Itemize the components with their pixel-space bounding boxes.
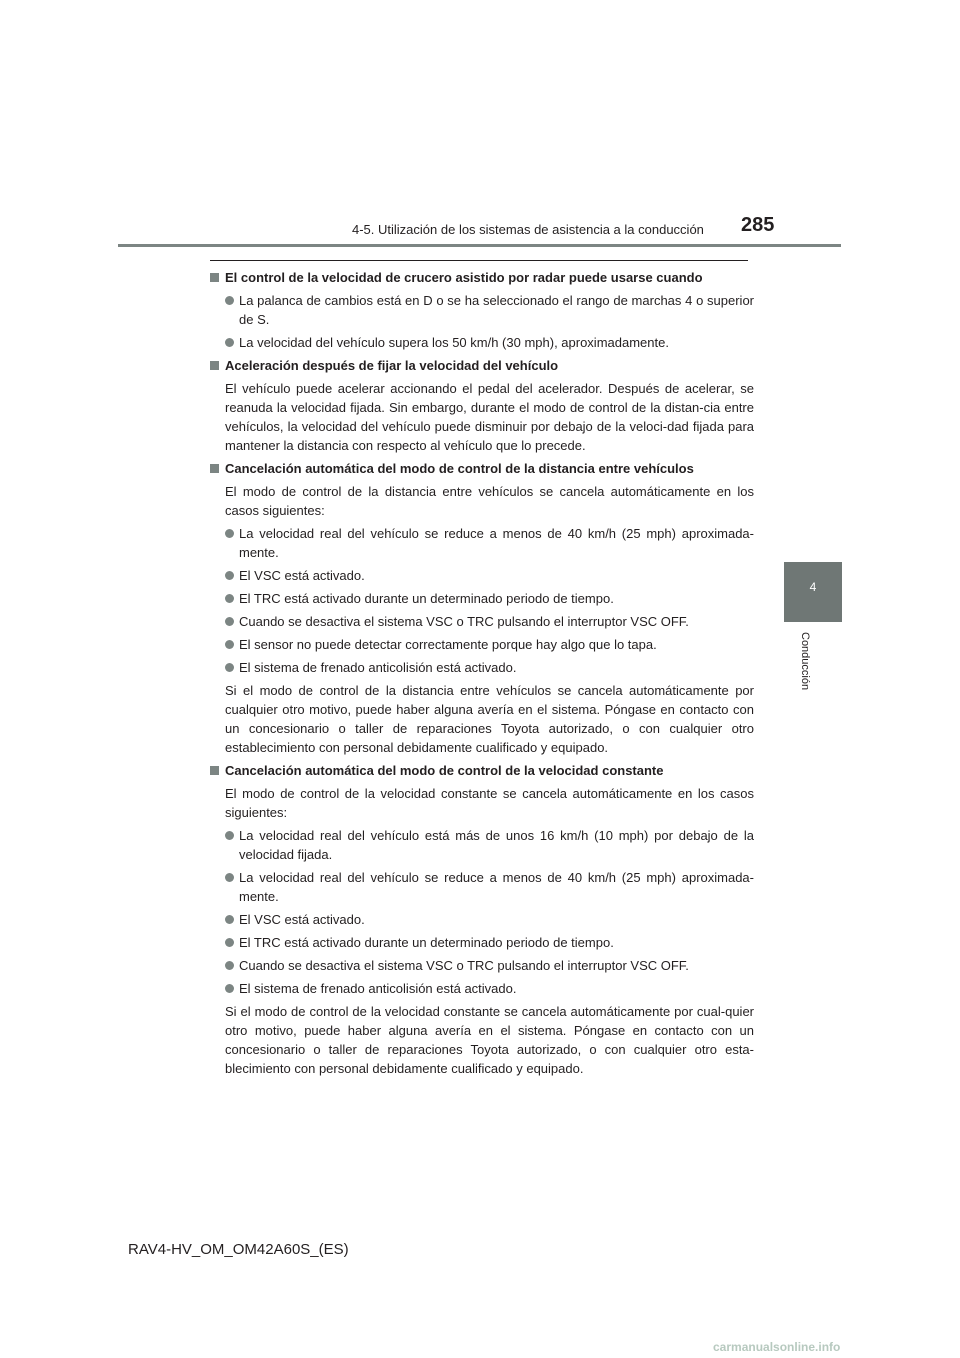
main-content	[210, 268, 754, 1082]
chapter-label: Conducción	[799, 632, 811, 691]
list-item	[210, 956, 754, 975]
round-bullet-icon	[225, 873, 234, 882]
header-rule	[118, 244, 841, 247]
section-intro: El modo de control de la velocidad constante se cancela automáticamente en los casos siguientes:	[225, 786, 754, 820]
watermark: carmanualsonline.info	[713, 1340, 841, 1354]
list-item	[210, 658, 754, 677]
list-item-text: La velocidad real del vehículo se reduce a menos de 40 km/h (25 mph) aproximada-mente.	[239, 870, 754, 904]
list-item-text: Cuando se desactiva el sistema VSC o TRC pulsando el interruptor VSC OFF.	[239, 958, 689, 973]
list-item	[210, 910, 754, 929]
content-top-rule	[210, 260, 748, 261]
list-item-text: La velocidad del vehículo supera los 50 km/h (30 mph), aproximadamente.	[239, 335, 669, 350]
footer-doc-code: RAV4-HV_OM_OM42A60S_(ES)	[128, 1241, 349, 1258]
section-title-text: Cancelación automática del modo de control de la velocidad constante	[225, 763, 664, 778]
list-item	[210, 333, 754, 352]
round-bullet-icon	[225, 961, 234, 970]
section-title-text: Aceleración después de fijar la velocidad del vehículo	[225, 358, 559, 373]
round-bullet-icon	[225, 296, 234, 305]
chapter-number: 4	[809, 580, 817, 594]
section-closing: Si el modo de control de la velocidad constante se cancela automáticamente por cual-quier otro motivo, puede haber alguna avería en el sistema. Póngase en contacto con un concesionario o taller de reparaciones Toyota autorizado, o con cualquier otro esta-blecimiento con personal debidamente cualificado y equipado.	[225, 1004, 754, 1076]
list-item-text: El TRC está activado durante un determinado periodo de tiempo.	[239, 935, 614, 950]
list-item-text: La palanca de cambios está en D o se ha seleccionado el rango de marchas 4 o superior de S.	[239, 293, 754, 327]
round-bullet-icon	[225, 338, 234, 347]
section-title	[210, 459, 754, 478]
list-item	[210, 979, 754, 998]
list-item-text: La velocidad real del vehículo está más de unos 16 km/h (10 mph) por debajo de la velocidad fijada.	[239, 828, 754, 862]
section-closing: Si el modo de control de la distancia entre vehículos se cancela automáticamente por cualquier otro motivo, puede haber alguna avería en el sistema. Póngase en contacto con un concesionario o taller de reparaciones Toyota autorizado, o con cualquier otro establecimiento con personal debidamente cualificado y equipado.	[225, 683, 754, 755]
round-bullet-icon	[225, 640, 234, 649]
chapter-tab	[784, 562, 842, 622]
square-bullet-icon	[210, 361, 219, 370]
round-bullet-icon	[225, 663, 234, 672]
list-item	[210, 868, 754, 906]
round-bullet-icon	[225, 617, 234, 626]
square-bullet-icon	[210, 273, 219, 282]
list-item-text: El TRC está activado durante un determinado periodo de tiempo.	[239, 591, 614, 606]
list-item	[210, 933, 754, 952]
round-bullet-icon	[225, 938, 234, 947]
section-title	[210, 356, 754, 375]
list-item	[210, 566, 754, 585]
round-bullet-icon	[225, 831, 234, 840]
list-item-text: El sistema de frenado anticolisión está activado.	[239, 660, 517, 675]
list-item	[210, 635, 754, 654]
list-item-text: La velocidad real del vehículo se reduce a menos de 40 km/h (25 mph) aproximada-mente.	[239, 526, 754, 560]
section-title	[210, 268, 754, 287]
header-title: 4-5. Utilización de los sistemas de asistencia a la conducción	[352, 222, 704, 237]
list-item	[210, 612, 754, 631]
list-item	[210, 589, 754, 608]
list-item-text: El VSC está activado.	[239, 568, 365, 583]
page-number: 285	[741, 214, 775, 236]
section-intro: El modo de control de la distancia entre vehículos se cancela automáticamente en los casos siguientes:	[225, 484, 754, 518]
section-title-text: El control de la velocidad de crucero asistido por radar puede usarse cuando	[225, 270, 703, 285]
square-bullet-icon	[210, 766, 219, 775]
list-item-text: El sensor no puede detectar correctamente porque hay algo que lo tapa.	[239, 637, 657, 652]
list-item-text: El sistema de frenado anticolisión está activado.	[239, 981, 517, 996]
section-title	[210, 761, 754, 780]
list-item-text: El VSC está activado.	[239, 912, 365, 927]
section-title-text: Cancelación automática del modo de control de la distancia entre vehículos	[225, 461, 694, 476]
round-bullet-icon	[225, 594, 234, 603]
round-bullet-icon	[225, 571, 234, 580]
list-item-text: Cuando se desactiva el sistema VSC o TRC pulsando el interruptor VSC OFF.	[239, 614, 689, 629]
list-item	[210, 524, 754, 562]
list-item	[210, 291, 754, 329]
round-bullet-icon	[225, 915, 234, 924]
round-bullet-icon	[225, 529, 234, 538]
round-bullet-icon	[225, 984, 234, 993]
list-item	[210, 826, 754, 864]
square-bullet-icon	[210, 464, 219, 473]
section-intro: El vehículo puede acelerar accionando el pedal del acelerador. Después de acelerar, se reanuda la velocidad fijada. Sin embargo, durante el modo de control de la distan-cia entre vehículos, la velocidad del vehículo puede disminuir por debajo de la veloci-dad fijada para mantener la distancia con respecto al vehículo que lo precede.	[225, 381, 754, 453]
